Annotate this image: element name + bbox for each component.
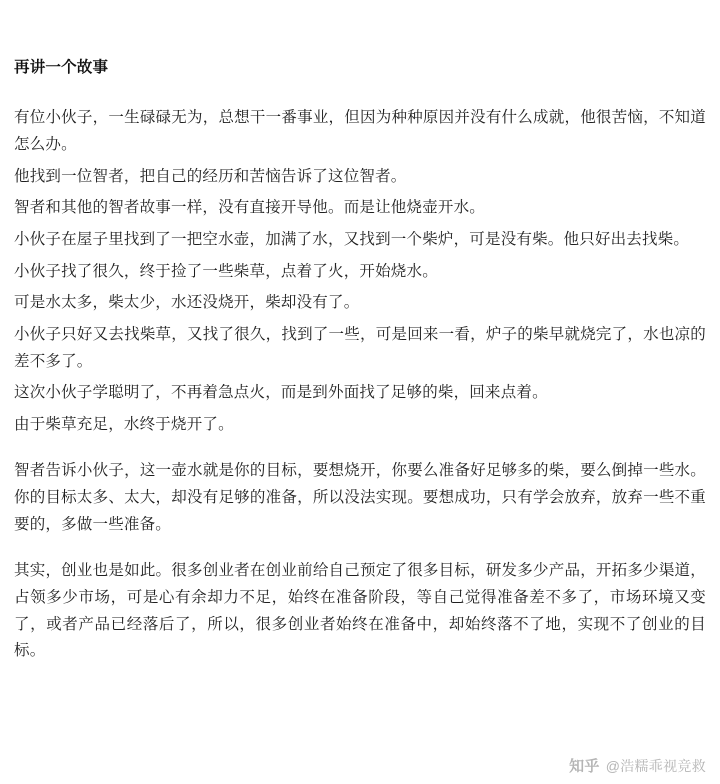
- paragraph: 这次小伙子学聪明了，不再着急点火，而是到外面找了足够的柴，回来点着。: [14, 384, 548, 402]
- paragraph: 可是水太多，柴太少，水还没烧开，柴却没有了。: [14, 294, 360, 312]
- watermark: [569, 755, 706, 776]
- paragraph: 其实，创业也是如此。很多创业者在创业前给自己预定了很多目标，研发多少产品，开拓多少渠道，占领多少市场，可是心有余却力不足，始终在准备阶段，等自己觉得准备差不多了，市场环境又变了，或者产品已经落后了，所以，很多创业者始终在准备中，却始终落不了地，实现不了创业的目标。: [14, 562, 706, 660]
- paragraph: 智者和其他的智者故事一样，没有直接开导他。而是让他烧壶开水。: [14, 199, 486, 217]
- page-title: 再讲一个故事: [14, 59, 109, 76]
- zhihu-logo-icon: 知乎: [569, 758, 600, 775]
- article-body: [14, 56, 706, 670]
- paragraph: 小伙子找了很久，终于捡了一些柴草，点着了火，开始烧水。: [14, 262, 438, 280]
- paragraph: 他找到一位智者，把自己的经历和苦恼告诉了这位智者。: [14, 167, 407, 185]
- watermark-handle: @浩糯乖视竞救: [605, 757, 706, 774]
- paragraph: 小伙子在屋子里找到了一把空水壶，加满了水，又找到一个柴炉，可是没有柴。他只好出去找柴。: [14, 230, 690, 248]
- paragraph: 小伙子只好又去找柴草，又找了很久，找到了一些，可是回来一看，炉子的柴早就烧完了，水也凉的差不多了。: [14, 325, 706, 370]
- paragraph: 由于柴草充足，水终于烧开了。: [14, 415, 234, 433]
- paragraph: 智者告诉小伙子，这一壶水就是你的目标，要想烧开，你要么准备好足够多的柴，要么倒掉一些水。你的目标太多、太大，却没有足够的准备，所以没法实现。要想成功，只有学会放弃，放弃一些不重要的，多做一些准备。: [14, 462, 706, 533]
- paragraph: 有位小伙子，一生碌碌无为，总想干一番事业，但因为种种原因并没有什么成就，他很苦恼，不知道怎么办。: [14, 109, 706, 153]
